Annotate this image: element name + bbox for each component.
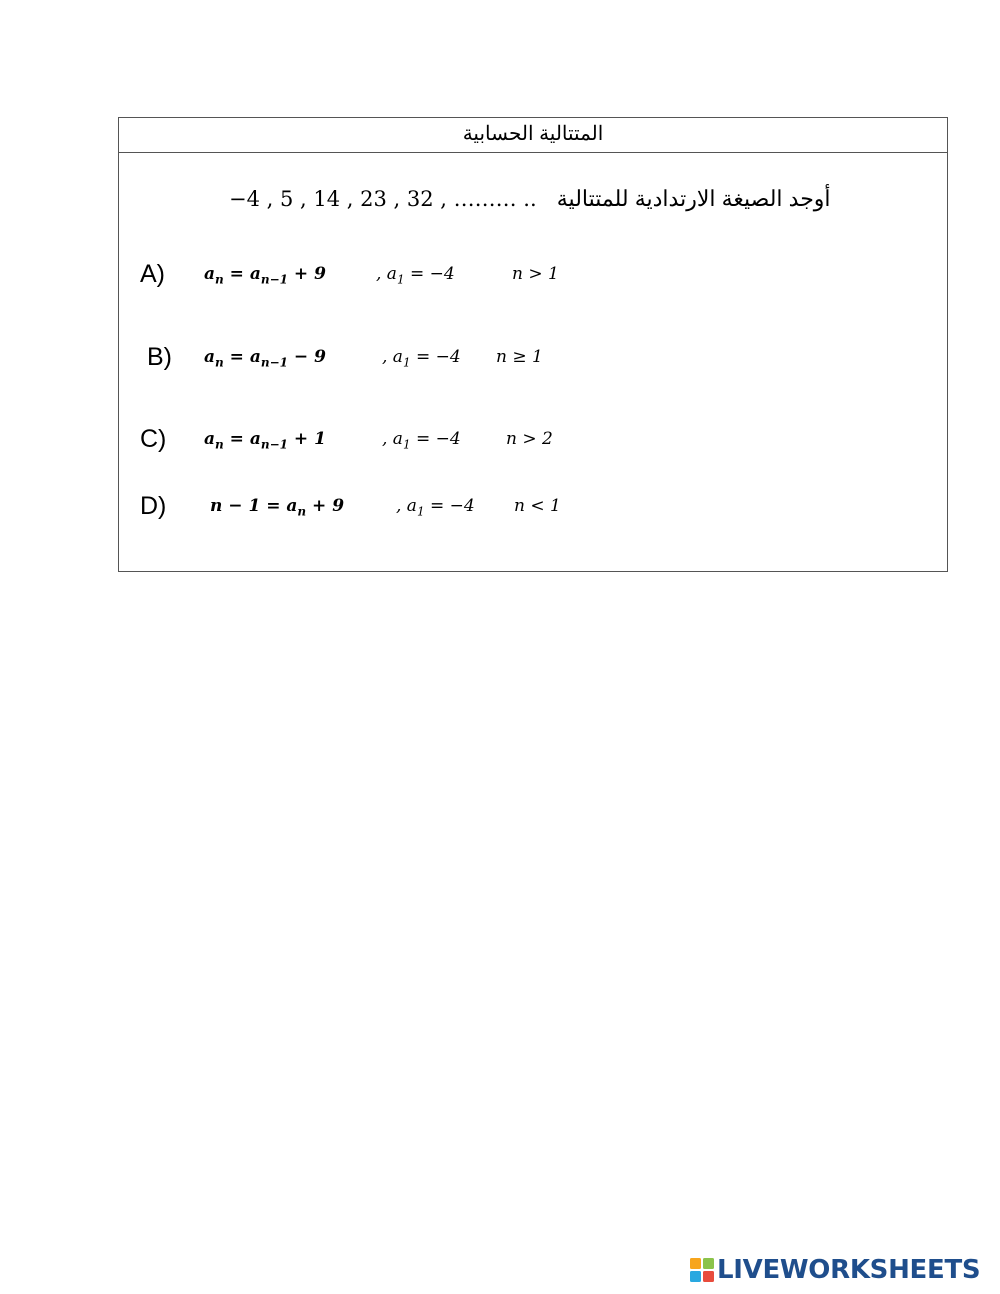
option-c[interactable]: [140, 422, 600, 456]
option-d[interactable]: [140, 489, 600, 523]
option-b[interactable]: [147, 340, 607, 374]
option-condition: n < 1: [514, 496, 561, 516]
option-initial-term: , $a_1 = -4$: [382, 429, 461, 452]
question-text: أوجد الصيغة الارتدادية للمتتالية: [556, 186, 831, 211]
liveworksheets-logo-icon: [690, 1258, 714, 1282]
option-initial-term: , $a_1 = -4$: [396, 496, 475, 519]
option-letter: D): [140, 492, 167, 520]
question-prompt: [229, 186, 831, 212]
option-equation: $a_n = a_{n-1} - 9$: [204, 347, 326, 370]
option-letter: B): [147, 343, 172, 371]
option-condition: n ≥ 1: [496, 347, 543, 367]
option-condition: n > 2: [506, 429, 553, 449]
option-letter: A): [140, 260, 165, 288]
option-equation: $a_n = a_{n-1} + 9$: [204, 264, 326, 287]
section-title: المتتالية الحسابية: [119, 118, 947, 153]
option-equation: $n - 1 = a_n + 9$: [210, 496, 345, 519]
liveworksheets-logo: [690, 1255, 980, 1285]
option-initial-term: , $a_1 = -4$: [382, 347, 461, 370]
option-initial-term: , $a_1 = -4$: [376, 264, 455, 287]
logo-text: LIVEWORKSHEETS: [717, 1255, 981, 1285]
option-letter: C): [140, 425, 167, 453]
option-condition: n > 1: [512, 264, 559, 284]
option-equation: $a_n = a_{n-1} + 1$: [204, 429, 326, 452]
sequence-terms: −4 , 5 , 14 , 23 , 32 , ……… ..: [229, 187, 537, 211]
option-a[interactable]: [140, 257, 600, 291]
